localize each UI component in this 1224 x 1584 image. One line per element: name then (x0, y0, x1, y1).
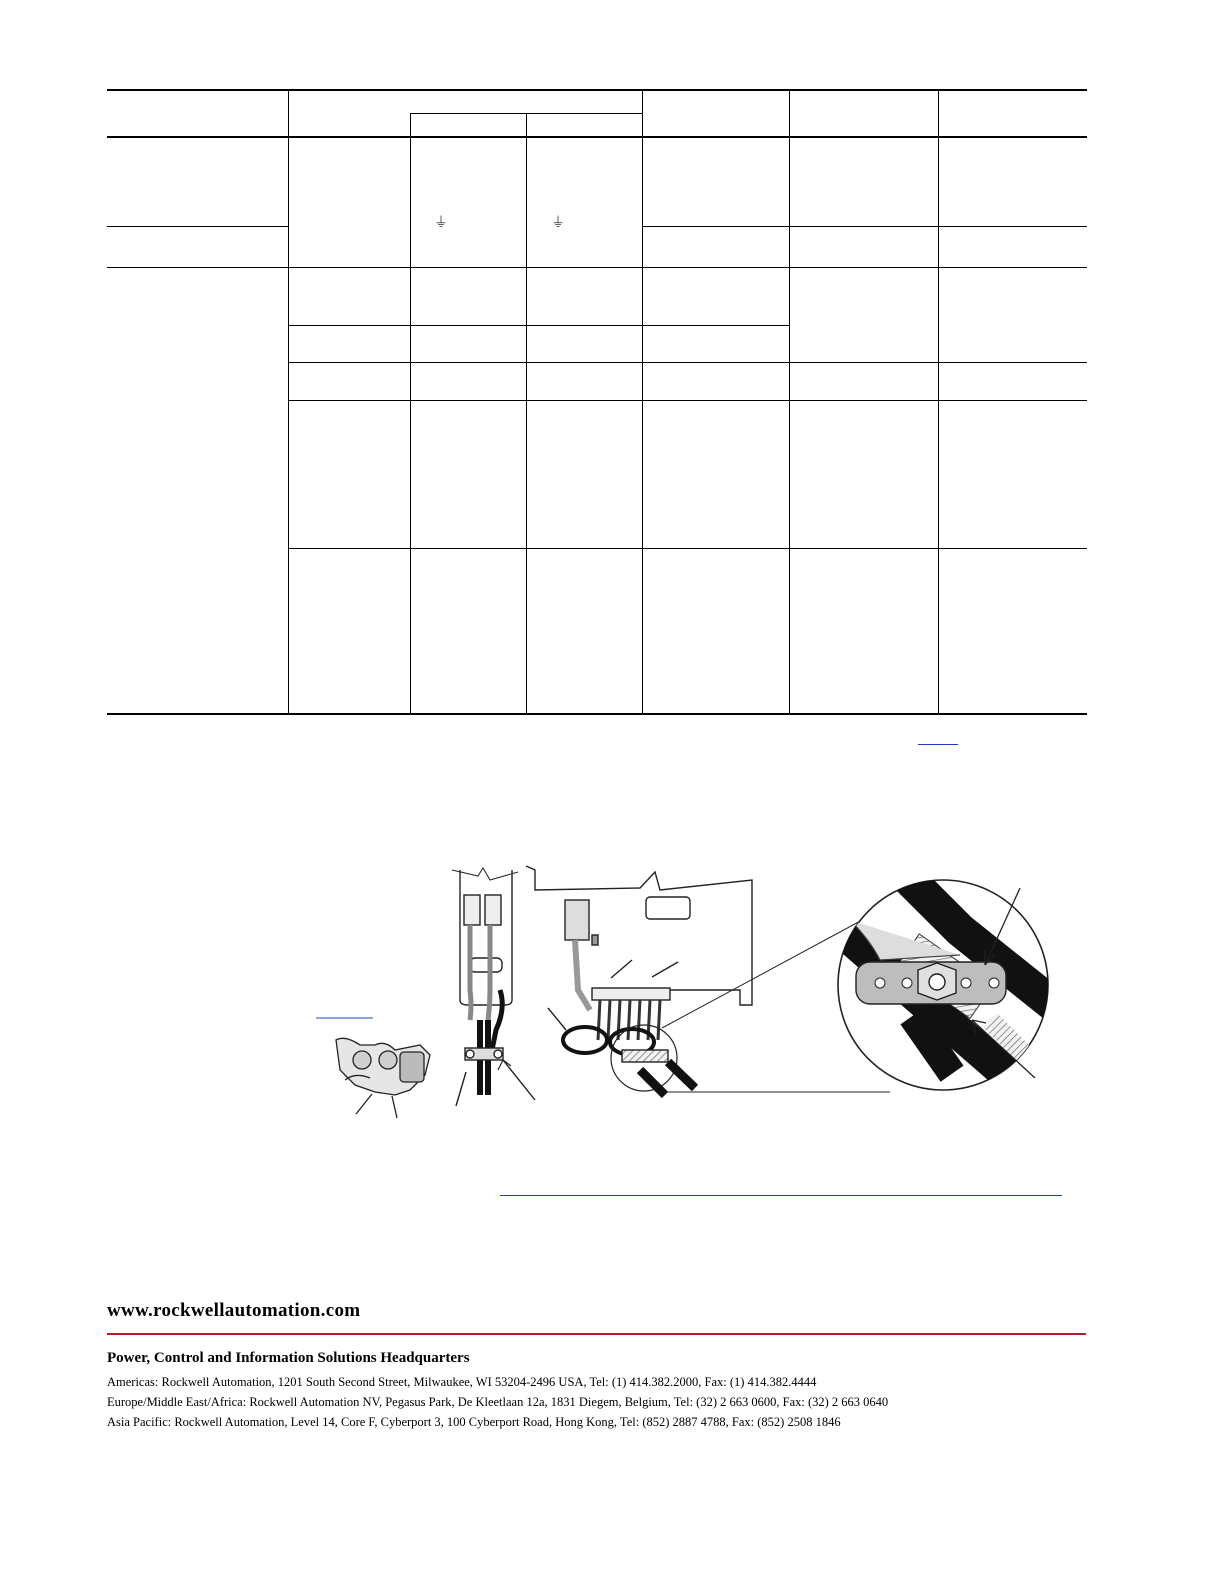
col-rule (410, 113, 411, 136)
col-rule (642, 89, 643, 714)
row-rule (289, 400, 1087, 401)
row-rule (642, 226, 1087, 227)
footer-rule (107, 1333, 1086, 1335)
cable-connector-detail-icon (336, 1038, 430, 1118)
drive-with-cable-clamp-icon (526, 866, 890, 1095)
col-rule (526, 113, 527, 136)
cable-clamp-figure (300, 850, 1100, 1130)
document-link[interactable] (500, 1195, 1062, 1196)
col-rule (789, 89, 790, 714)
col-rule (526, 137, 527, 714)
ground-icon: ⏚ (434, 215, 448, 231)
col-rule (288, 89, 289, 714)
website-link[interactable]: www.rockwellautomation.com (107, 1300, 361, 1321)
row-rule (289, 325, 790, 326)
col-rule (410, 137, 411, 714)
hq-emea: Europe/Middle East/Africa: Rockwell Automation NV, Pegasus Park, De Kleetlaan 12a, 1831 Diegem, Belgium, Tel: (32) 2 663 0600, Fax: (32) 2 663 0640 (107, 1395, 889, 1409)
shield-clamp-detail-icon (830, 870, 1060, 1120)
row-rule (289, 548, 1087, 549)
table-top-rule (107, 89, 1087, 91)
header-bottom-rule (107, 136, 1087, 138)
row-rule (107, 226, 289, 227)
ground-icon: ⏚ (551, 215, 565, 231)
col-rule (938, 89, 939, 714)
drive-narrow-icon (452, 868, 535, 1106)
table-bottom-rule (107, 713, 1087, 715)
hq-title: Power, Control and Information Solutions Headquarters (107, 1350, 470, 1366)
row-rule (289, 362, 1087, 363)
row-rule (107, 267, 1087, 268)
hq-americas: Americas: Rockwell Automation, 1201 South Second Street, Milwaukee, WI 53204-2496 USA, Tel: (1) 414.382.2000, Fax: (1) 414.382.4444 (107, 1375, 817, 1389)
hq-asia: Asia Pacific: Rockwell Automation, Level 14, Core F, Cyberport 3, 100 Cyberport Road, Hong Kong, Tel: (852) 2887 4788, Fax: (852) 2508 1846 (107, 1415, 841, 1429)
cross-reference-link[interactable] (918, 744, 958, 745)
